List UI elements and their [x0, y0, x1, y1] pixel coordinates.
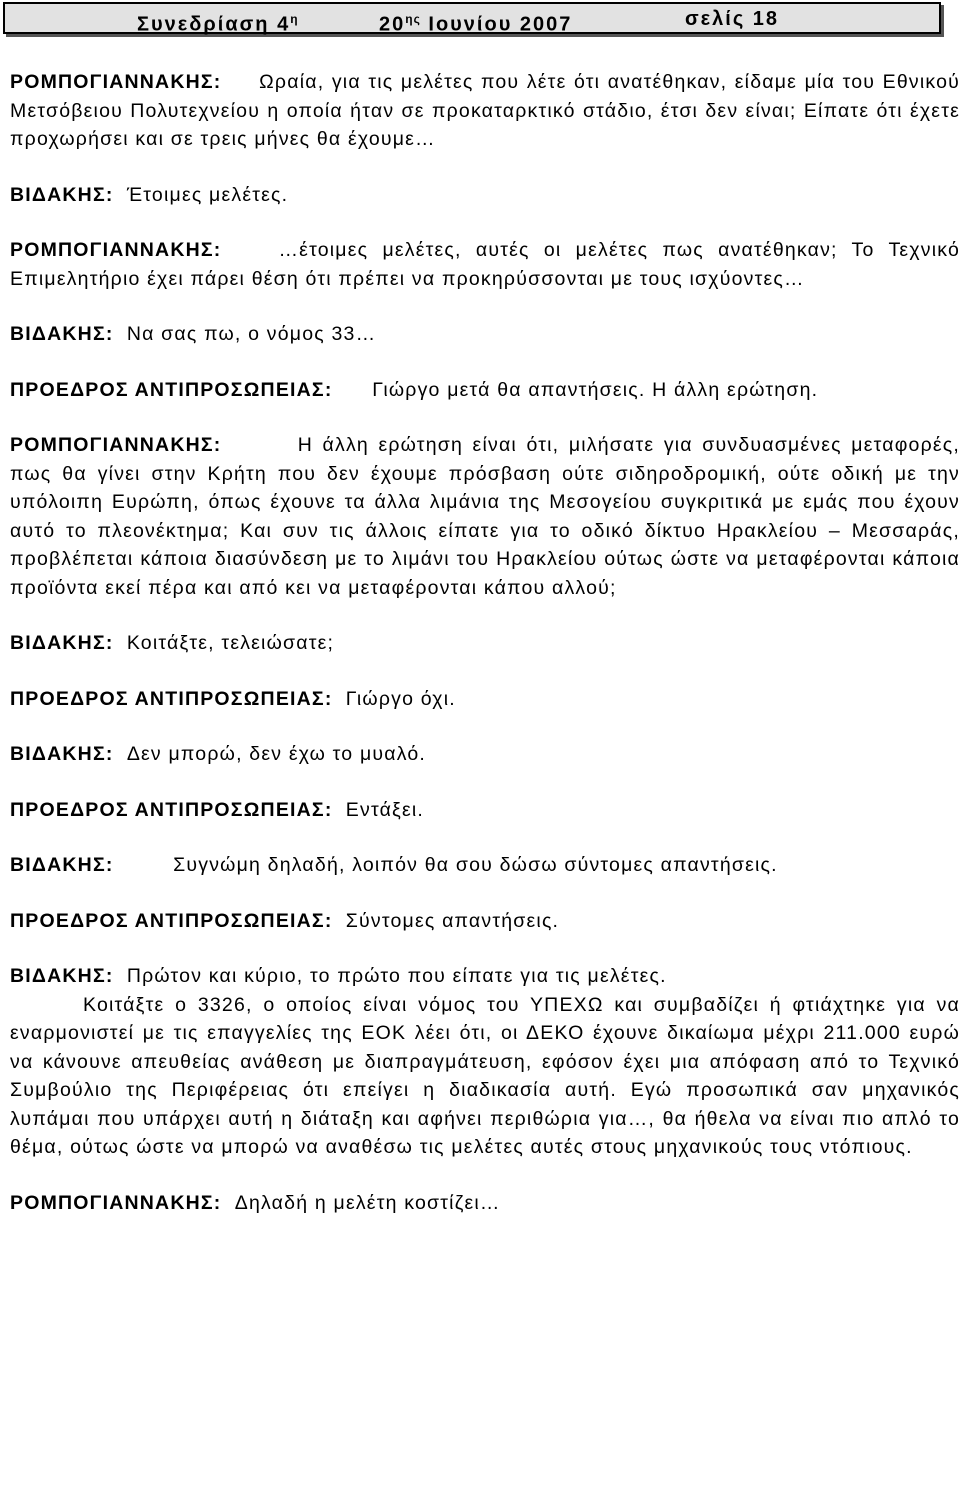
- speaker-name: ΒΙΔΑΚΗΣ:: [10, 965, 114, 987]
- transcript-paragraph: [10, 907, 960, 936]
- speech-text: Έτοιμες μελέτες.: [126, 183, 289, 206]
- header-date: $20^{\eta\varsigma}$ Ιουνίου 2007: [379, 12, 573, 36]
- transcript: [10, 68, 960, 1217]
- speaker-name: ΡΟΜΠΟΓΙΑΝΝΑΚΗΣ:: [10, 1191, 222, 1214]
- transcript-paragraph: [10, 431, 960, 602]
- transcript-paragraph: [10, 851, 960, 880]
- speaker-name: ΒΙΔΑΚΗΣ:: [10, 854, 114, 876]
- speaker-name: ΠΡΟΕΔΡΟΣ ΑΝΤΙΠΡΟΣΩΠΕΙΑΣ:: [10, 798, 333, 821]
- transcript-paragraph: [10, 962, 960, 1162]
- speaker-name: ΡΟΜΠΟΓΙΑΝΝΑΚΗΣ:: [10, 434, 222, 456]
- speech-text: Κοιτάξτε, τελειώσατε;: [126, 632, 335, 654]
- speech-continuation: Κοιτάξτε ο 3326, ο οποίος είναι νόμος του ΥΠΕΧΩ και συμβαδίζει ή φτιάχτηκε για να εναρμονιστεί με τις επαγγελίες της ΕΟΚ λέει ότι, οι ΔΕΚΟ έχουνε δικαίωμα μέχρι 211.000 ευρώ να κάνουνε απευθείας ανάθεση με διαπραγμάτευση, εφόσον έχει μια απόφαση από το Τεχνικό Συμβούλιο της Περιφέρειας ότι επείγει η διαδικασία αυτή. Εγώ προσωπικά σαν μηχανικός λυπάμαι που υπάρχει αυτή η διάταξη και αφήνει περιθώρια για…, θα ήθελα να είναι πιο απλό το θέμα, ούτως ώστε να μπορώ να αναθέσω τις μελέτες αυτές στους μηχανικούς τους ντόπιους.: [10, 993, 960, 1158]
- speech-text: Γιώργο μετά θα απαντήσεις. Η άλλη ερώτηση.: [372, 378, 819, 401]
- speech-text: Γιώργο όχι.: [345, 687, 456, 710]
- speech-text: Πρώτον και κύριο, το πρώτο που είπατε για τις μελέτες.: [126, 965, 667, 987]
- speech-text: Ωραία, για τις μελέτες που λέτε ότι ανατέθηκαν, είδαμε μία του Εθνικού Μετσόβειου Πολυτεχνείου η οποία ήταν σε προκαταρκτικό στάδιο, έτσι δεν είναι; Είπατε ότι έχετε προχωρήσει και σε τρεις μήνες θα έχουμε…: [10, 71, 960, 150]
- transcript-paragraph: [10, 236, 960, 293]
- speaker-name: ΡΟΜΠΟΓΙΑΝΝΑΚΗΣ:: [10, 71, 222, 93]
- speech-text: …έτοιμες μελέτες, αυτές οι μελέτες πως ανατέθηκαν; Το Τεχνικό Επιμελητήριο έχει πάρει θέση ότι πρέπει να προκηρύσσονται με τους ισχύοντες…: [10, 239, 960, 290]
- speaker-name: ΡΟΜΠΟΓΙΑΝΝΑΚΗΣ:: [10, 239, 222, 261]
- transcript-paragraph: [10, 685, 960, 714]
- speech-text: Σύντομες απαντήσεις.: [345, 909, 560, 932]
- speaker-name: ΠΡΟΕΔΡΟΣ ΑΝΤΙΠΡΟΣΩΠΕΙΑΣ:: [10, 378, 333, 401]
- transcript-paragraph: [10, 376, 960, 405]
- speech-text: Συγνώμη δηλαδή, λοιπόν θα σου δώσω σύντομες απαντήσεις.: [173, 854, 778, 876]
- speech-text: Η άλλη ερώτηση είναι ότι, μιλήσατε για συνδυασμένες μεταφορές, πως θα γίνει στην Κρήτη που δεν έχουμε πρόσβαση ούτε σιδηροδρομική, ούτε οδική με την υπόλοιπη Ευρώπη, όπως έχουνε τα άλλα λιμάνια της Μεσογείου συγκριτικά με εμάς που έχουν αυτό το πλεονέκτημα; Και συν τις άλλοις είπατε για το οδικό δίκτυο Ηρακλείου – Μεσσαράς, προβλέπεται κάποια διασύνδεση με το λιμάνι του Ηρακλείου ούτως ώστε να μεταφέρονται κάποια προϊόντα εκεί πέρα και από κει να μεταφέρονται κάπου αλλού;: [10, 434, 960, 599]
- speaker-name: ΠΡΟΕΔΡΟΣ ΑΝΤΙΠΡΟΣΩΠΕΙΑΣ:: [10, 909, 333, 932]
- speaker-name: ΒΙΔΑΚΗΣ:: [10, 743, 114, 765]
- transcript-paragraph: [10, 320, 960, 349]
- transcript-paragraph: [10, 1189, 960, 1218]
- header-page-number: σελίς 18: [685, 8, 780, 30]
- transcript-paragraph: [10, 68, 960, 154]
- transcript-paragraph: [10, 181, 960, 210]
- page-header: [3, 2, 941, 34]
- speech-text: Εντάξει.: [345, 798, 425, 821]
- speech-text: Να σας πω, ο νόμος 33…: [126, 323, 377, 345]
- transcript-paragraph: [10, 629, 960, 658]
- speech-text: Δηλαδή η μελέτη κοστίζει…: [234, 1191, 501, 1214]
- header-session: Συνεδρίαση $4^\eta$: [137, 12, 299, 36]
- speaker-name: ΒΙΔΑΚΗΣ:: [10, 323, 114, 345]
- transcript-paragraph: [10, 740, 960, 769]
- speech-text: Δεν μπορώ, δεν έχω το μυαλό.: [126, 743, 427, 765]
- speaker-name: ΒΙΔΑΚΗΣ:: [10, 183, 114, 206]
- speaker-name: ΒΙΔΑΚΗΣ:: [10, 632, 114, 654]
- transcript-paragraph: [10, 796, 960, 825]
- speaker-name: ΠΡΟΕΔΡΟΣ ΑΝΤΙΠΡΟΣΩΠΕΙΑΣ:: [10, 687, 333, 710]
